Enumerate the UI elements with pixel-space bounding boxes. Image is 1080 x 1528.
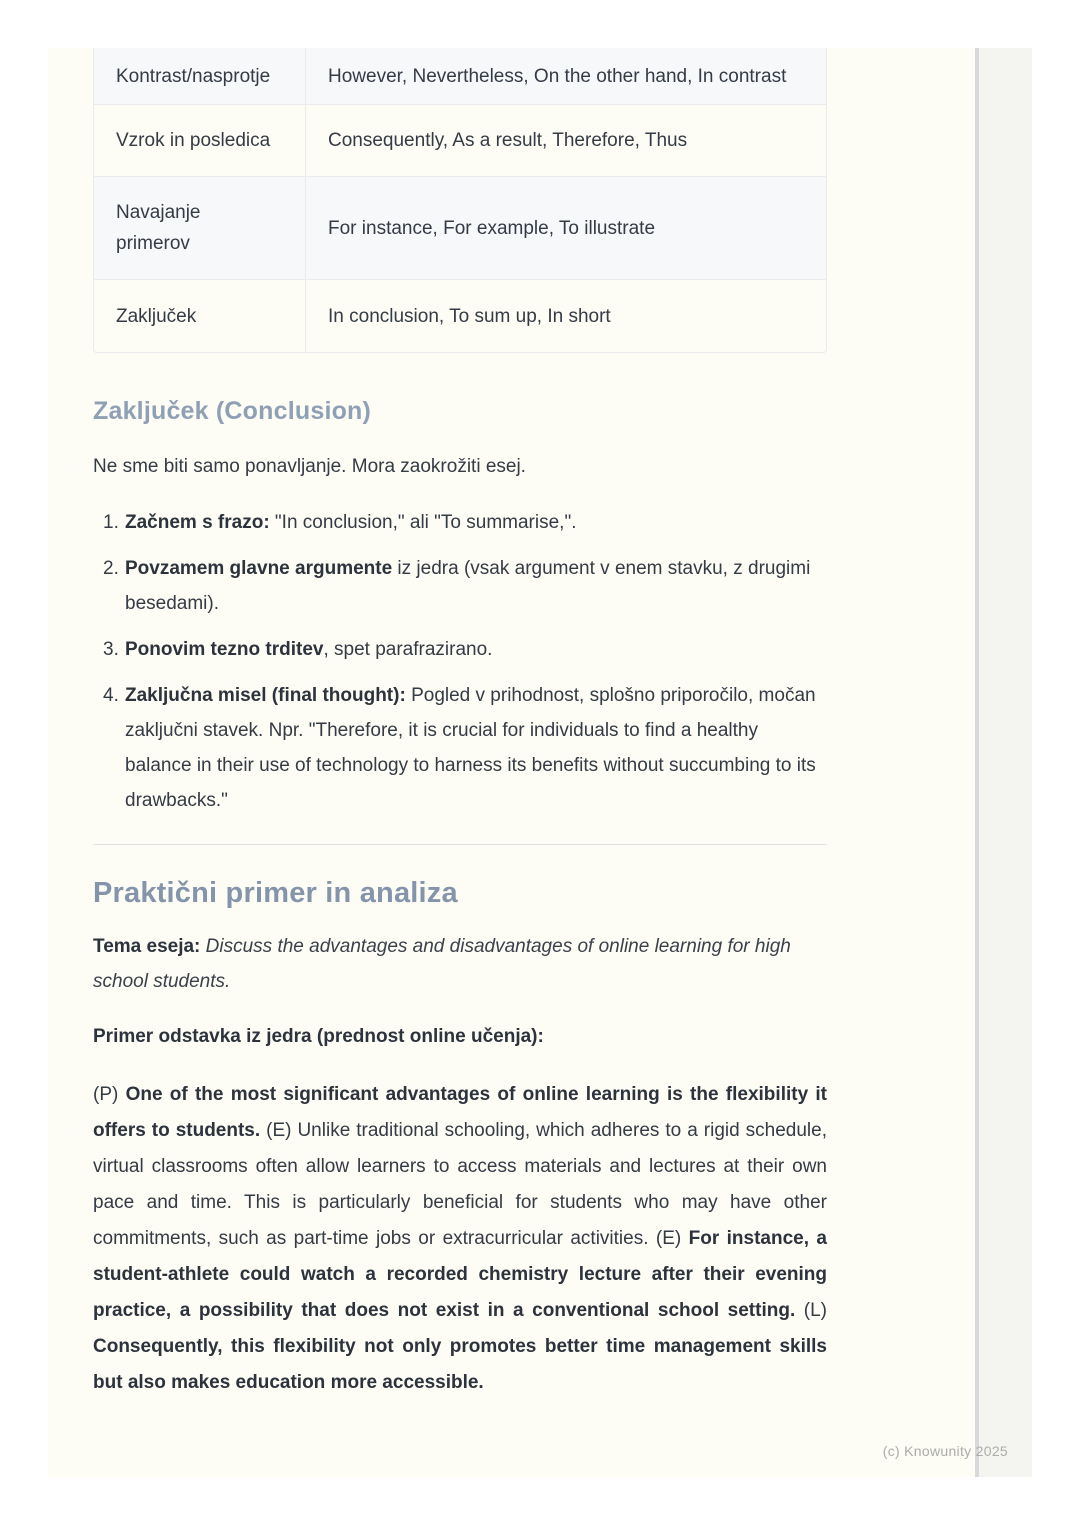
list-item-bold: Začnem s frazo:: [125, 512, 270, 533]
document-content: [93, 48, 827, 1401]
table-cell-term: Zaključek: [94, 280, 306, 352]
section-divider: [93, 844, 827, 845]
paragraph-segment: Consequently, this flexibility not only promotes better time management skills but also makes education more accessible.: [93, 1336, 827, 1393]
table-row: [94, 176, 826, 279]
paragraph-segment: (P): [93, 1084, 126, 1105]
table-cell-phrases: However, Nevertheless, On the other hand, In contrast: [328, 65, 787, 87]
table-row: [94, 48, 826, 104]
list-item-number: 3.: [103, 639, 119, 660]
example-label: Primer odstavka iz jedra (prednost online učenja):: [93, 1026, 544, 1047]
table-cell-term: Kontrast/nasprotje: [94, 48, 306, 104]
paragraph-segment: (L): [795, 1300, 828, 1321]
list-item-text: [125, 632, 827, 667]
document-page: [48, 48, 1032, 1477]
essay-topic: [93, 929, 827, 999]
list-item-bold: Ponovim tezno trditev: [125, 639, 324, 660]
example-paragraph: [93, 1077, 827, 1401]
scrollbar-track[interactable]: [979, 48, 1032, 1477]
conclusion-heading: Zaključek (Conclusion): [93, 397, 372, 425]
essay-topic-label: Tema eseja:: [93, 936, 201, 957]
list-item-number: 4.: [103, 685, 119, 706]
list-item-rest: Pogled v prihodnost, splošno priporočilo, močan zaključni stavek. Npr. "Therefore, it is crucial for individuals to find a healthy balance in their use of technology to harness its benefits without succumbing to its drawbacks.": [125, 685, 816, 811]
list-item-text: [125, 505, 827, 540]
list-item-number: 1.: [103, 512, 119, 533]
conclusion-intro: Ne sme biti samo ponavljanje. Mora zaokrožiti esej.: [93, 456, 526, 477]
list-item: [93, 678, 827, 818]
table-cell-term: Vzrok in posledica: [94, 105, 306, 176]
list-item-text: [125, 551, 827, 621]
list-item: [93, 632, 827, 667]
list-item-rest: iz jedra (vsak argument v enem stavku, z drugimi besedami).: [125, 558, 811, 614]
conclusion-list: [93, 505, 827, 818]
list-item-number: 2.: [103, 558, 119, 579]
linking-words-table: [93, 48, 827, 353]
table-cell-phrases: In conclusion, To sum up, In short: [328, 305, 611, 327]
list-item-text: [125, 678, 827, 818]
scrollbar-thumb[interactable]: [975, 48, 979, 1477]
practical-heading: Praktični primer in analiza: [93, 877, 458, 909]
list-item-rest: "In conclusion," ali "To summarise,".: [269, 512, 577, 533]
table-cell-term: Navajanje primerov: [94, 177, 306, 279]
table-row: [94, 104, 826, 176]
list-item-bold: Povzamem glavne argumente: [125, 558, 393, 579]
table-row: [94, 279, 826, 352]
list-item: [93, 505, 827, 540]
list-item-bold: Zaključna misel (final thought):: [125, 685, 406, 706]
list-item-rest: , spet parafrazirano.: [323, 639, 493, 660]
list-item: [93, 551, 827, 621]
paragraph-segment: (E) Unlike traditional schooling, which adheres to a rigid schedule, virtual classrooms often allow learners to access materials and lectures at their own pace and time. This is particularly beneficial for students who may have other commitments, such as part-time jobs or extracurricular activities. (E): [93, 1120, 827, 1249]
essay-topic-text: Discuss the advantages and disadvantages of online learning for high school students.: [93, 936, 791, 992]
paragraph-segment: For instance, a student-athlete could watch a recorded chemistry lecture after their evening practice, a possibility that does not exist in a conventional school setting.: [93, 1228, 827, 1321]
table-cell-phrases: Consequently, As a result, Therefore, Thus: [328, 130, 688, 151]
copyright-watermark: (c) Knowunity 2025: [882, 1443, 1008, 1459]
table-cell-phrases: For instance, For example, To illustrate: [328, 217, 656, 239]
paragraph-segment: One of the most significant advantages of online learning is the flexibility it offers to students.: [93, 1084, 827, 1141]
